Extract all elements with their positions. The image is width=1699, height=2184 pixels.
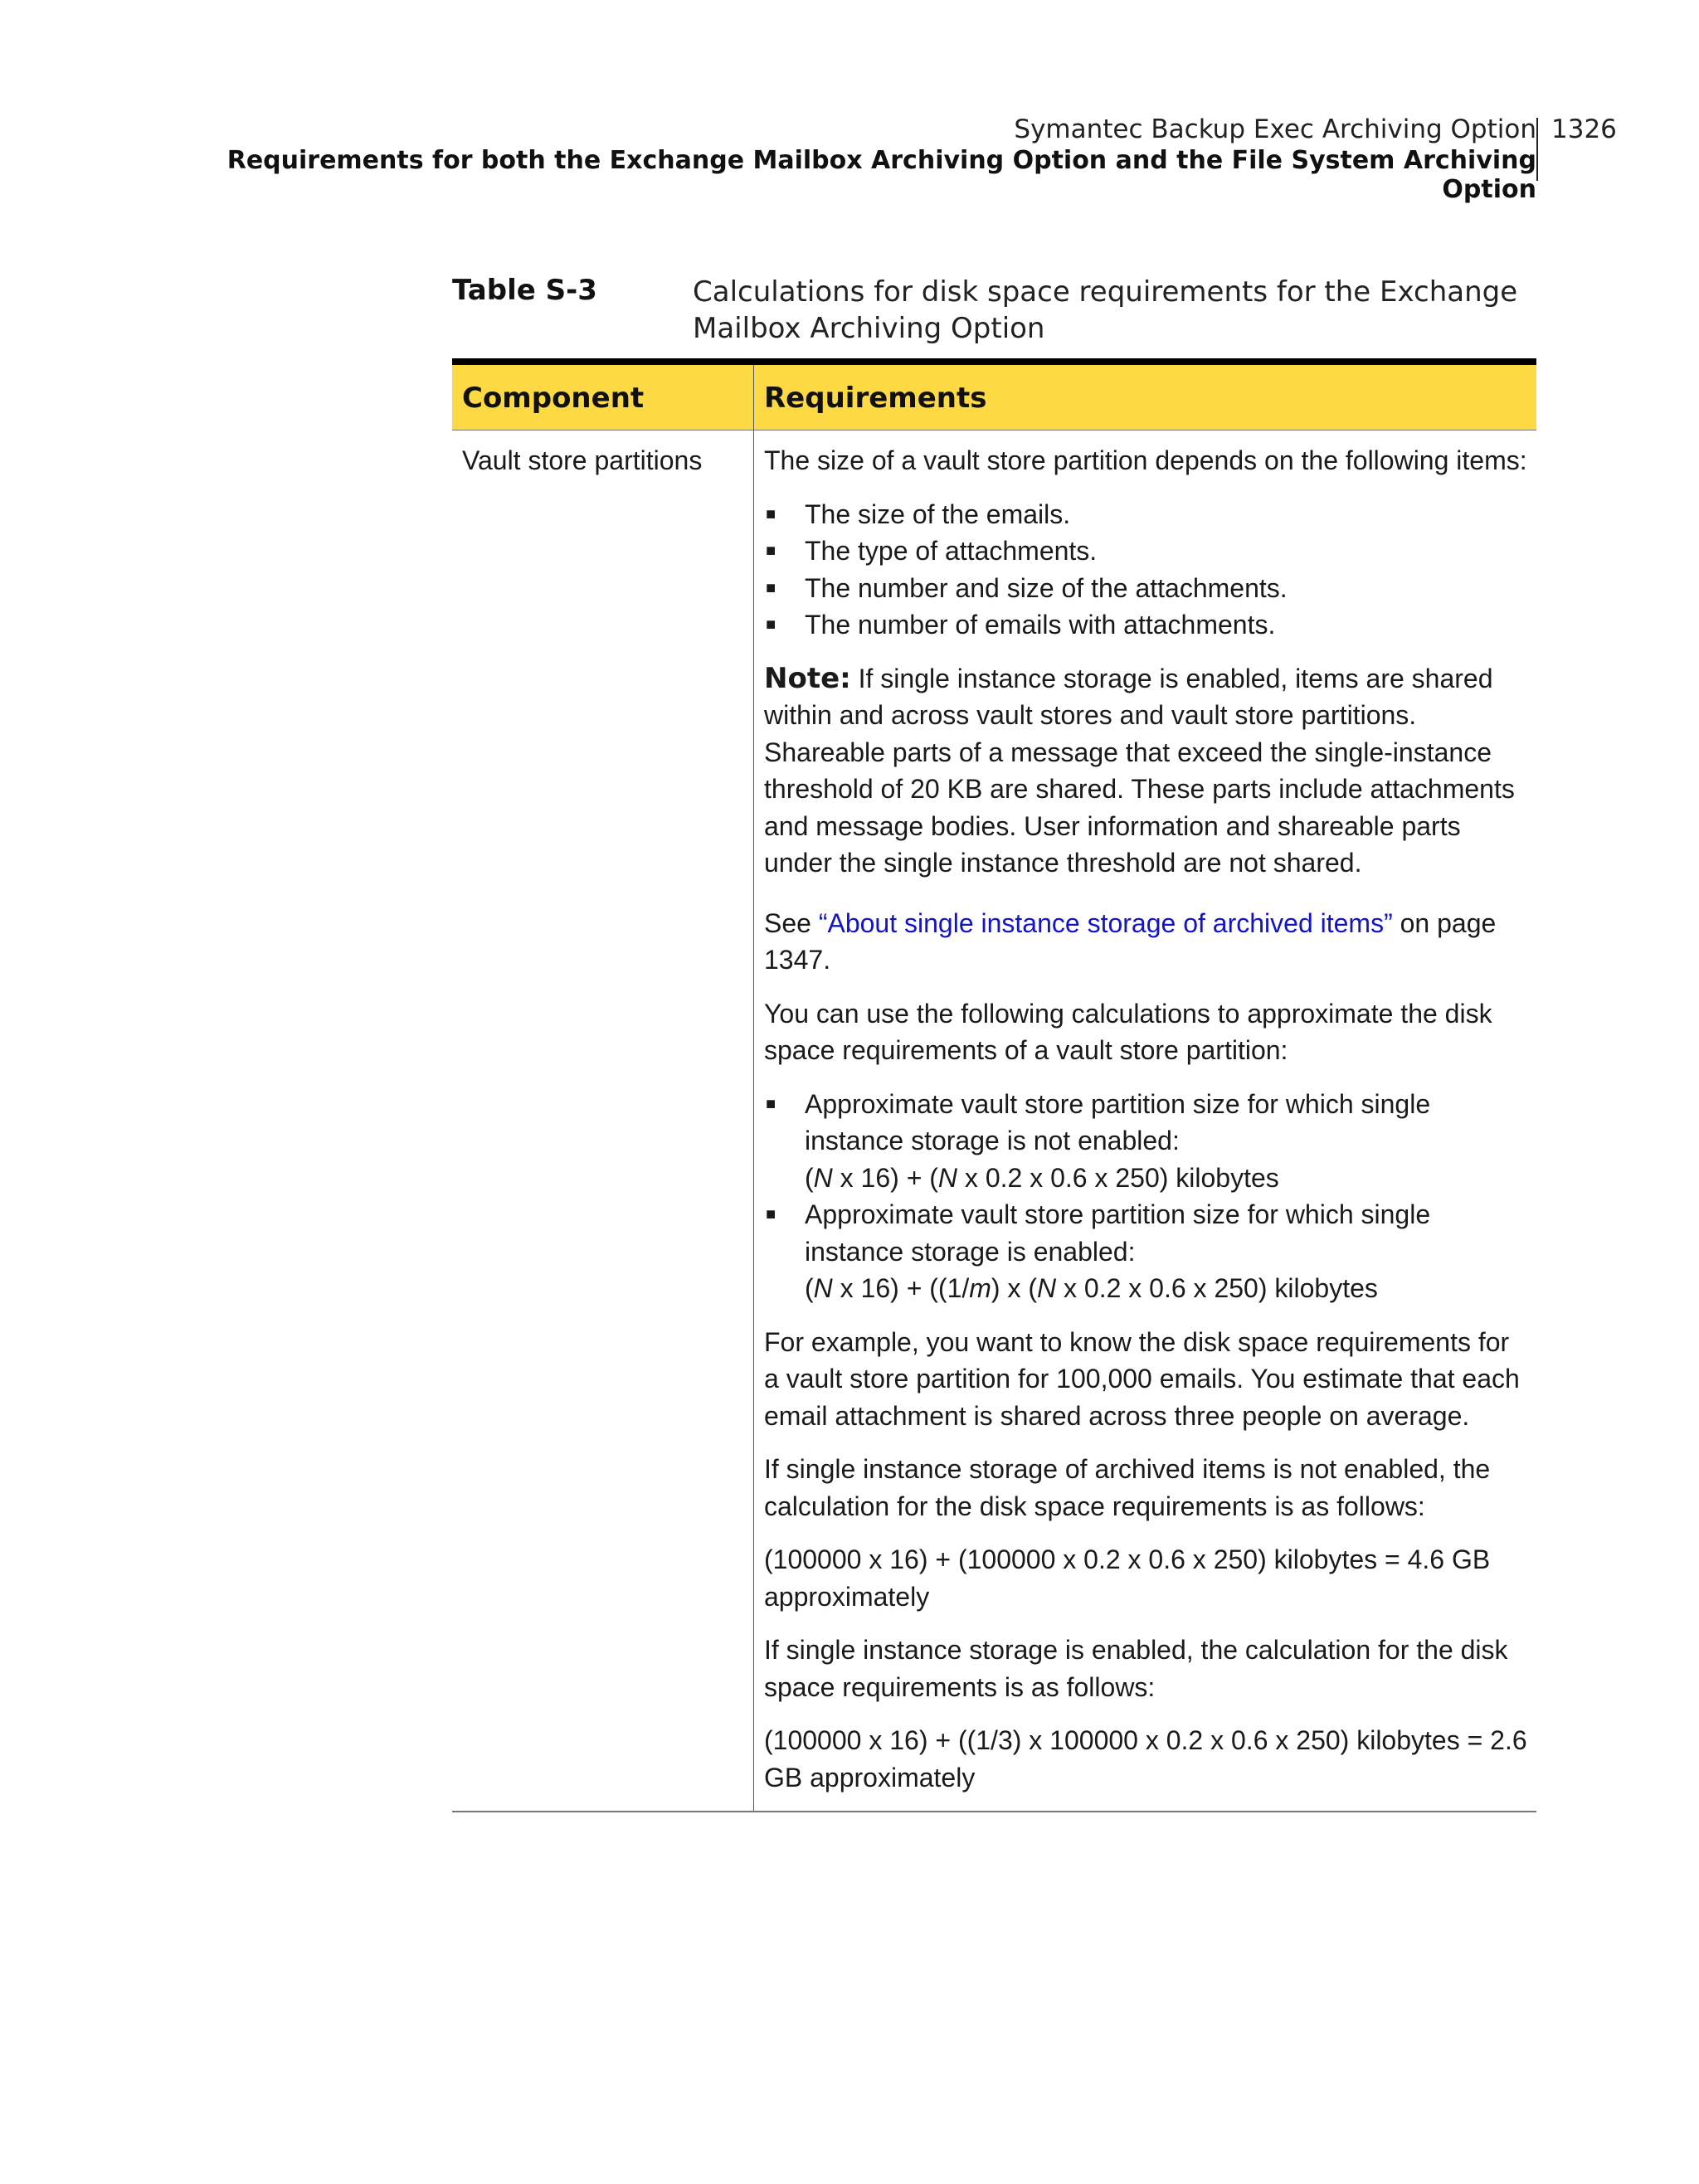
table-title: Calculations for disk space requirements for the Exchange Mailbox Archiving Option [693, 275, 1518, 345]
calc2-text: Approximate vault store partition size for which single instance storage is enabled: [805, 1199, 1431, 1267]
list-item [764, 1196, 1530, 1307]
component-cell: Vault store partitions [452, 430, 754, 1811]
enabled-intro: If single instance storage is enabled, the calculation for the disk space requirements is as follows: [764, 1635, 1508, 1702]
table-top-rule [452, 358, 1536, 365]
bullet-icon: ■ [766, 615, 776, 634]
see-reference: See “About single instance storage of archived items” on page 1347. [764, 907, 1497, 975]
note-label: Note: [764, 661, 851, 695]
intro-text: The size of a vault store partition depends on the following items: [764, 445, 1527, 475]
bullet-icon: ■ [766, 542, 776, 560]
table-row [452, 430, 1536, 1812]
single-instance-storage-link[interactable]: “About single instance storage of archived items” [818, 907, 1393, 938]
not-enabled-calc: (100000 x 16) + (100000 x 0.2 x 0.6 x 250) kilobytes = 4.6 GB approximately [764, 1544, 1491, 1612]
example-text: For example, you want to know the disk space requirements for a vault store partition for 100,000 emails. You estimate that each email attachment is shared across three people on average. [764, 1326, 1520, 1431]
size-factors-list [764, 496, 1530, 644]
note-text: If single instance storage is enabled, items are shared within and across vault stores and vault store partitions. Shareable parts of a message that exceed the single-instance threshold of 20 KB are shared. These parts include attachments and message bodies. User information and shareable parts under the single instance threshold are not shared. [764, 663, 1515, 878]
requirements-cell [754, 430, 1536, 1811]
bullet-icon: ■ [766, 578, 776, 597]
table-label: Table S-3 [452, 274, 597, 307]
calc2-formula: (N x 16) + ((1/m) x (N x 0.2 x 0.6 x 250) kilobytes [805, 1273, 1378, 1303]
header-divider [1536, 118, 1538, 181]
calc1-text: Approximate vault store partition size for which single instance storage is not enabled: [805, 1088, 1431, 1155]
calc-intro: You can use the following calculations to approximate the disk space requirements of a vault store partition: [764, 998, 1492, 1065]
column-header-component: Component [452, 365, 754, 430]
not-enabled-intro: If single instance storage of archived items is not enabled, the calculation for the disk space requirements is as follows: [764, 1454, 1491, 1521]
note-paragraph [764, 660, 1530, 882]
bullet-icon: ■ [766, 1205, 776, 1223]
header-section-title: Requirements for both the Exchange Mailbox Archiving Option and the File System Archiving Option [226, 146, 1536, 204]
list-item: ■ The number of emails with attachments. [764, 606, 1530, 644]
table-header-row [452, 365, 1536, 430]
calculations-list [764, 1086, 1530, 1307]
bullet-icon: ■ [766, 504, 776, 523]
list-item: ■ The size of the emails. [764, 496, 1530, 533]
list-item: ■ The number and size of the attachments. [764, 570, 1530, 607]
calc1-formula: (N x 16) + (N x 0.2 x 0.6 x 250) kilobytes [805, 1162, 1279, 1193]
requirements-table [452, 358, 1536, 1812]
list-item [764, 1086, 1530, 1197]
page-number: 1326 [1551, 114, 1617, 144]
header-product-title: Symantec Backup Exec Archiving Option [1014, 114, 1536, 144]
bullet-icon: ■ [766, 1094, 776, 1113]
list-item: ■ The type of attachments. [764, 533, 1530, 570]
column-header-requirements: Requirements [764, 382, 987, 415]
enabled-calc: (100000 x 16) + ((1/3) x 100000 x 0.2 x 0.6 x 250) kilobytes = 2.6 GB approximately [764, 1725, 1527, 1792]
